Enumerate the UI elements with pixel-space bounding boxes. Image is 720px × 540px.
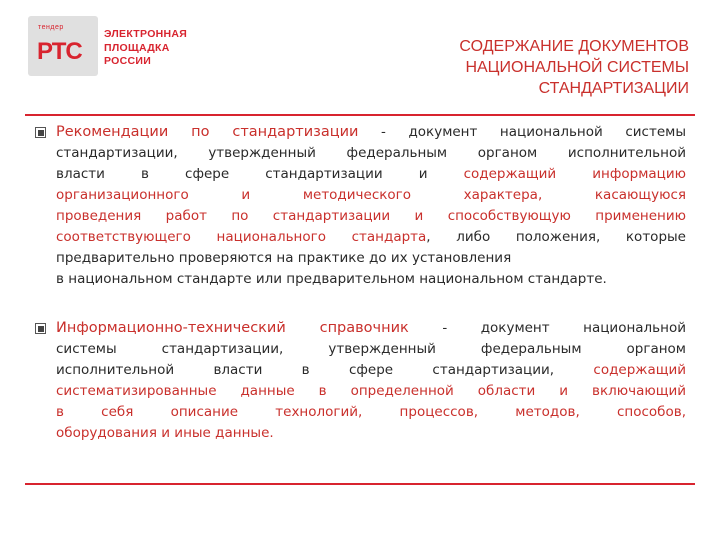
term-dash: - (442, 320, 448, 336)
definition-first-line (56, 122, 686, 143)
definition-line: стандартизации, утвержденный федеральным органом исполнительной (56, 145, 686, 161)
definition-highlight: содержащий информацию (463, 166, 686, 182)
definition-recommendations (30, 122, 686, 290)
title-line: НАЦИОНАЛЬНОЙ СИСТЕМЫ (465, 59, 689, 76)
definition-highlight: организационного и методического характера, касающуюся (56, 187, 686, 203)
bottom-divider (25, 483, 695, 485)
brand-name (104, 28, 187, 69)
logo-top-text: тендер (38, 24, 64, 31)
definition-reference-book (30, 318, 686, 444)
definition-text: документ национальной (480, 320, 686, 336)
term-dash: - (381, 124, 386, 140)
definition-line (56, 360, 686, 381)
definition-line: в национальном стандарте или предварительном национальном стандарте. (56, 271, 607, 287)
definition-term: Рекомендации по стандартизации (56, 124, 359, 140)
brand-line: ЭЛЕКТРОННАЯ (104, 28, 188, 40)
brand-line: ПЛОЩАДКА (104, 41, 170, 54)
definition-line: предварительно проверяются на практике до их установления (56, 250, 512, 266)
definition-first-line (56, 318, 686, 339)
definition-text: исполнительной власти в сфере стандартизации, (56, 362, 594, 378)
brand-line: РОССИИ (104, 55, 152, 67)
definition-highlight: содержащий (593, 362, 686, 378)
definition-term: Информационно-технический справочник (56, 320, 409, 336)
definition-line: системы стандартизации, утвержденный федеральным органом (56, 341, 686, 357)
logo-main-text: РТС (37, 38, 82, 65)
definition-highlight: проведения работ по стандартизации и способствующую применению (56, 208, 686, 224)
tender-logo (28, 16, 98, 76)
definition-highlight: систематизированные данные в определенной области и включающий (56, 383, 686, 399)
definition-text: документ национальной системы (408, 124, 686, 140)
top-divider (25, 114, 695, 116)
definition-text: , либо положения, которые (426, 229, 686, 245)
checkbox-bullet-icon (35, 127, 46, 138)
definition-text: власти в сфере стандартизации и (56, 166, 464, 182)
checkbox-bullet-icon (35, 323, 46, 334)
title-line: СТАНДАРТИЗАЦИИ (538, 80, 689, 97)
title-line: СОДЕРЖАНИЕ ДОКУМЕНТОВ (459, 38, 689, 55)
definition-highlight: соответствующего национального стандарта (56, 229, 427, 245)
definition-highlight: оборудования и иные данные. (56, 425, 274, 441)
definition-highlight: в себя описание технологий, процессов, методов, способов, (56, 404, 686, 420)
definition-line (56, 164, 686, 185)
definition-line (56, 227, 686, 248)
page-title (359, 36, 689, 99)
